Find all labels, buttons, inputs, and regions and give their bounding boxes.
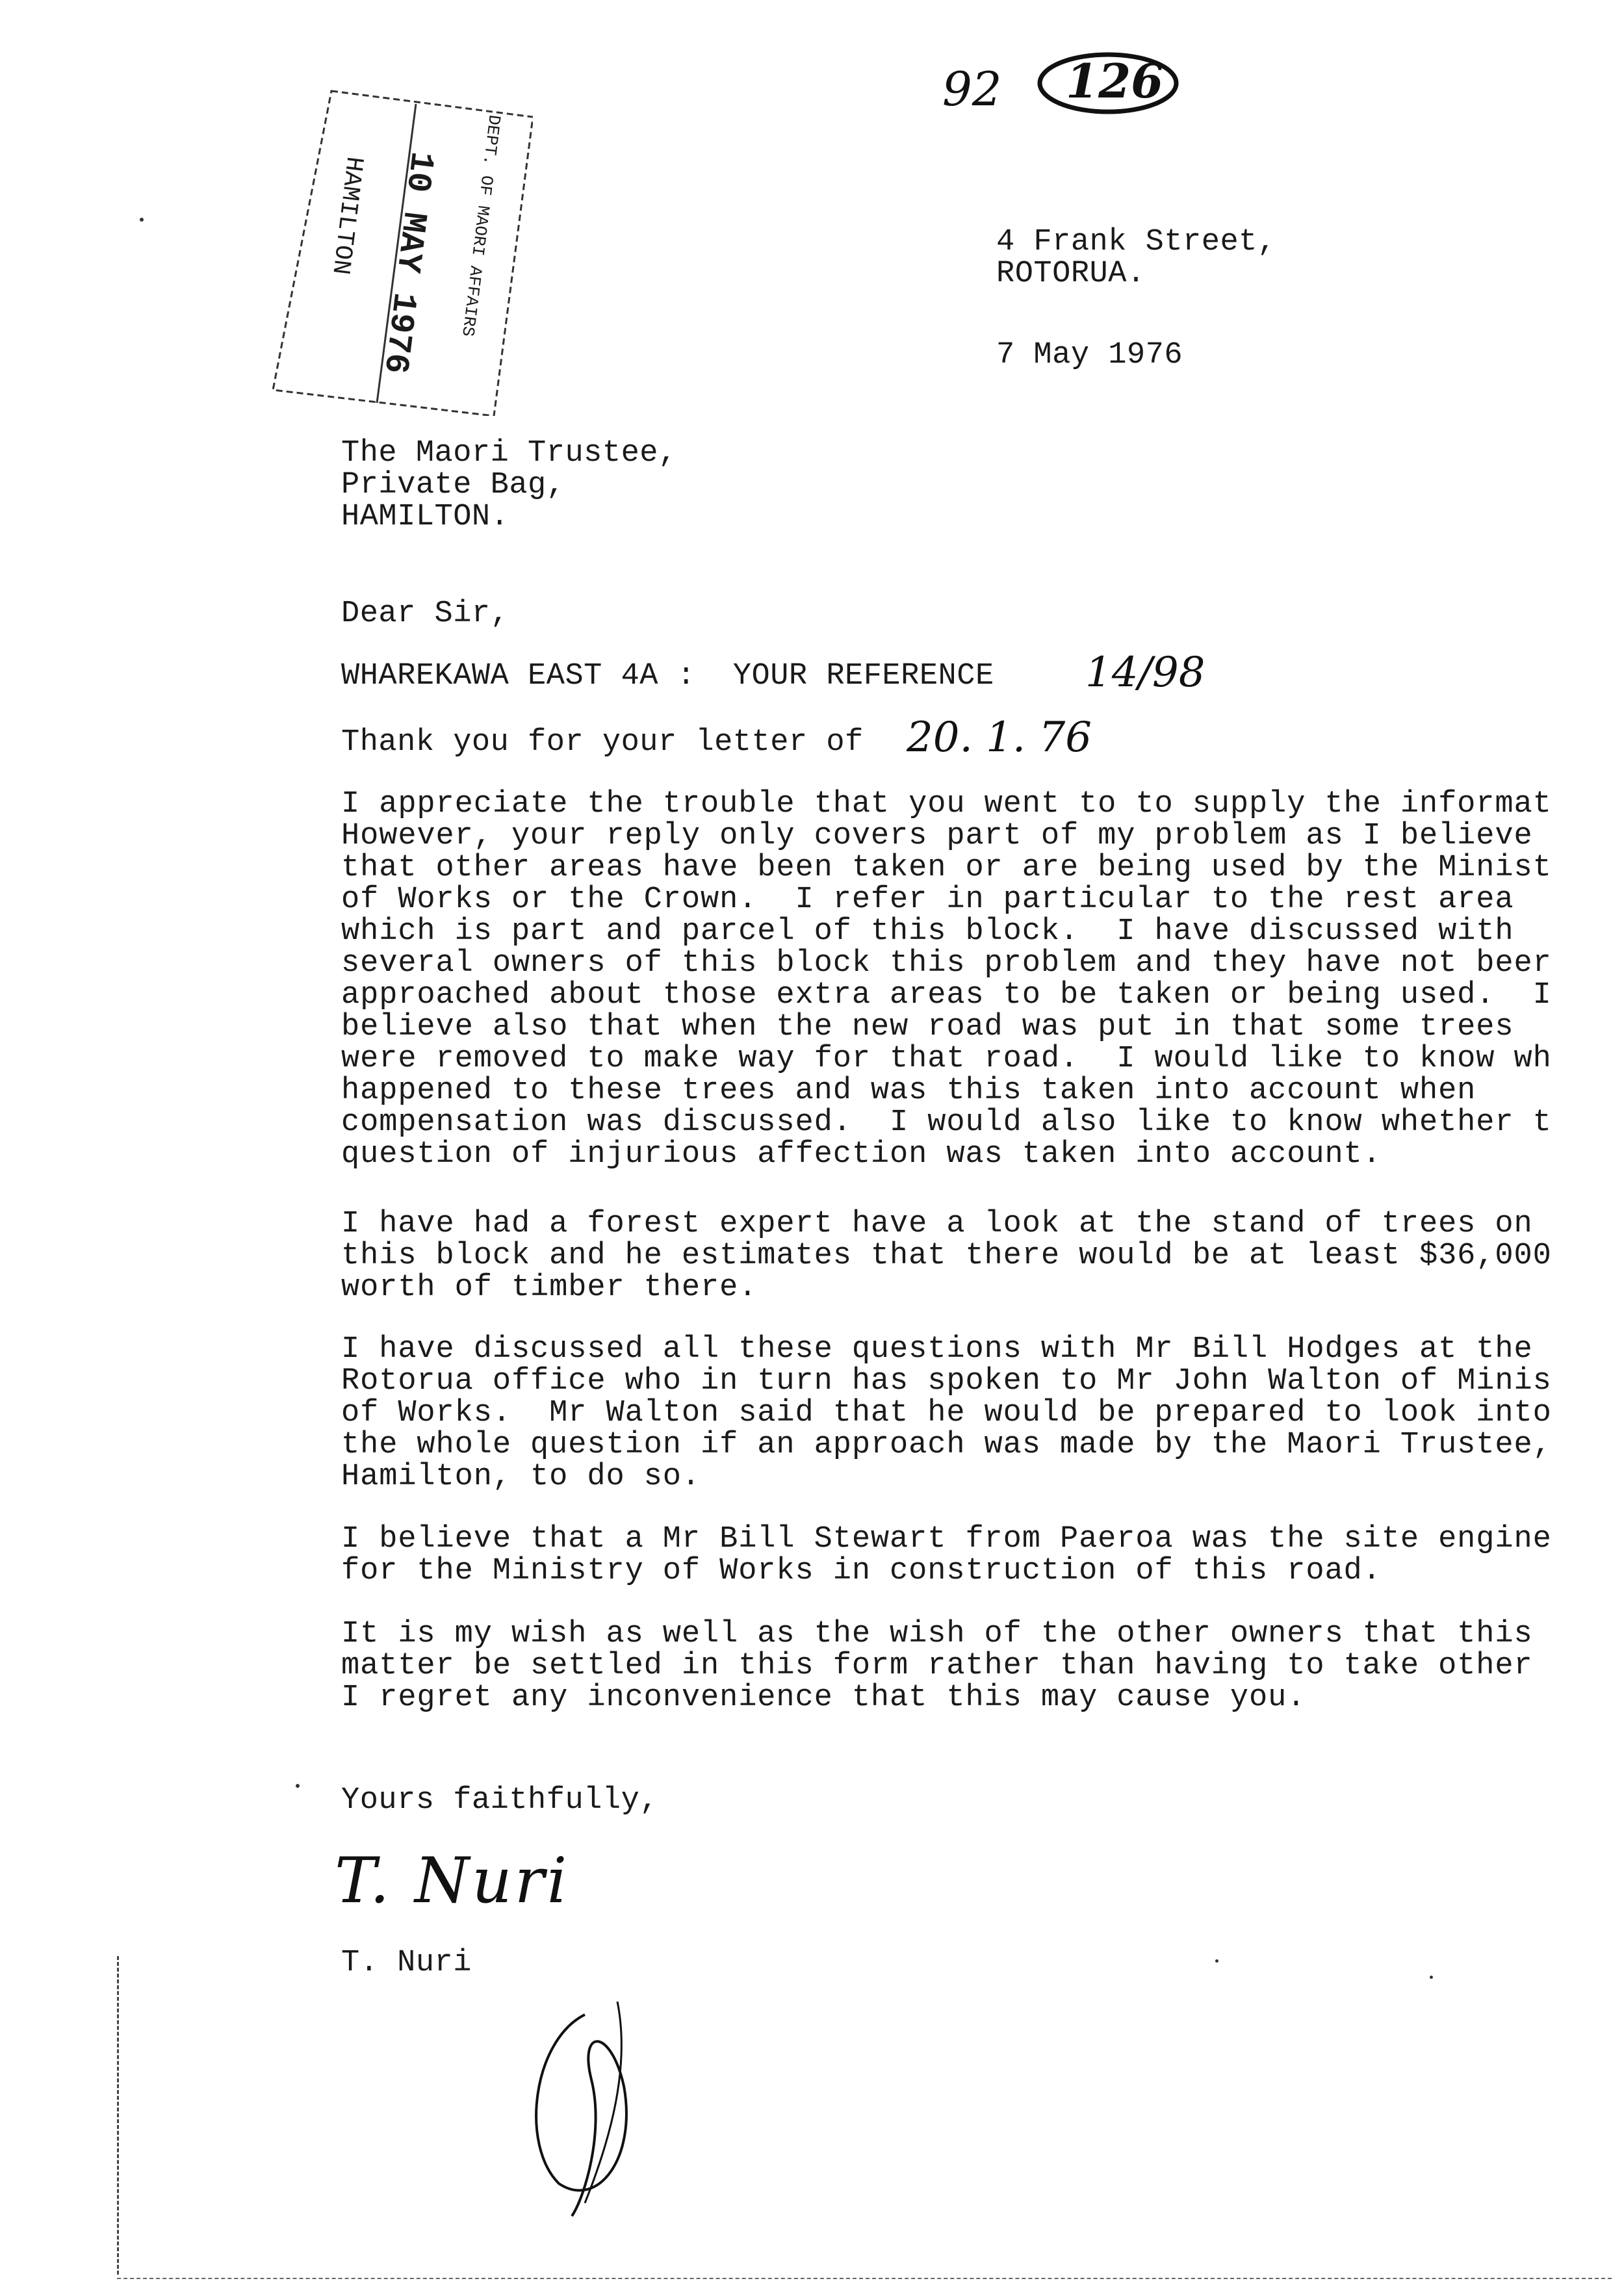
paragraph-4 (341, 1523, 1552, 1587)
paragraph-line: of Works or the Crown. I refer in particular to the rest area (341, 883, 1514, 917)
paragraph-line: for the Ministry of Works in construction of this road. (341, 1554, 1382, 1588)
handwritten-loop-mark-icon (507, 1989, 689, 2223)
paragraph-line: worth of timber there. (341, 1270, 758, 1305)
paragraph-line: Hamilton, to do so. (341, 1460, 701, 1494)
signature: T. Nuri (335, 1844, 570, 1917)
paragraph-3 (341, 1334, 1552, 1493)
left-margin-line (117, 1956, 119, 2275)
circled-number-text: 126 (1066, 53, 1164, 109)
thanks-line: Thank you for your letter of (341, 725, 864, 760)
paragraph-line: of Works. Mr Walton said that he would be prepared to look into (341, 1396, 1552, 1430)
scan-speck (1215, 1959, 1218, 1963)
paragraph-line: It is my wish as well as the wish of the other owners that this (341, 1617, 1533, 1651)
scan-speck (140, 218, 144, 222)
stamp-department: DEPT. OF MAORI AFFAIRS (458, 114, 504, 338)
bottom-margin-line (117, 2278, 1612, 2279)
paragraph-line: happened to these trees and was this taken into account when (341, 1074, 1476, 1108)
recipient-address: Private Bag, (341, 468, 565, 502)
sender-street: 4 Frank Street, (996, 225, 1276, 259)
handwritten-letter-date: 20. 1. 76 (907, 714, 1092, 762)
paragraph-2 (341, 1208, 1552, 1304)
paragraph-line: that other areas have been taken or are being used by the Minist (341, 851, 1552, 885)
paragraph-line: question of injurious affection was taken into account. (341, 1137, 1382, 1172)
paragraph-line: I regret any inconvenience that this may cause you. (341, 1681, 1306, 1715)
paragraph-line: I appreciate the trouble that you went to to supply the informat (341, 787, 1552, 821)
handwritten-reference: 14/98 (1085, 649, 1205, 697)
signer-name: T. Nuri (341, 1946, 472, 1980)
stamp-date: 10 MAY 1976 (375, 149, 441, 376)
paragraph-1 (341, 788, 1552, 1170)
subject-line: WHAREKAWA EAST 4A : YOUR REFERENCE (341, 659, 994, 693)
circled-file-number (1033, 45, 1183, 117)
paragraph-line: were removed to make way for that road. I would like to know wh (341, 1042, 1552, 1076)
paragraph-line: the whole question if an approach was made by the Maori Trustee, (341, 1428, 1552, 1462)
paragraph-line: I have discussed all these questions with Mr Bill Hodges at the (341, 1332, 1533, 1367)
received-stamp (260, 78, 533, 416)
paragraph-line: Rotorua office who in turn has spoken to Mr John Walton of Minis (341, 1364, 1552, 1399)
salutation: Dear Sir, (341, 597, 509, 631)
paragraph-line: I believe that a Mr Bill Stewart from Paeroa was the site engine (341, 1522, 1552, 1556)
paragraph-line: matter be settled in this form rather than having to take other (341, 1649, 1533, 1683)
paragraph-line: compensation was discussed. I would also like to know whether t (341, 1105, 1552, 1140)
paragraph-line: approached about those extra areas to be taken or being used. I (341, 978, 1552, 1013)
letter-date: 7 May 1976 (996, 338, 1183, 372)
paragraph-line: several owners of this block this problem and they have not beer (341, 946, 1552, 981)
recipient-city: HAMILTON. (341, 500, 509, 534)
paragraph-line: I have had a forest expert have a look at the stand of trees on (341, 1207, 1533, 1241)
closing: Yours faithfully, (341, 1783, 658, 1818)
paragraph-5 (341, 1618, 1533, 1714)
recipient-name: The Maori Trustee, (341, 436, 677, 471)
handwritten-file-number: 92 (942, 62, 1002, 116)
scan-speck (1430, 1976, 1433, 1979)
sender-city: ROTORUA. (996, 257, 1146, 291)
paragraph-line: this block and he estimates that there would be at least $36,000 (341, 1239, 1552, 1273)
paragraph-line: believe also that when the new road was put in that some trees (341, 1010, 1514, 1044)
paragraph-line: However, your reply only covers part of my problem as I believe (341, 819, 1533, 853)
stamp-location: HAMILTON (326, 155, 368, 276)
scan-speck (296, 1784, 300, 1788)
paragraph-line: which is part and parcel of this block. I have discussed with (341, 914, 1514, 949)
